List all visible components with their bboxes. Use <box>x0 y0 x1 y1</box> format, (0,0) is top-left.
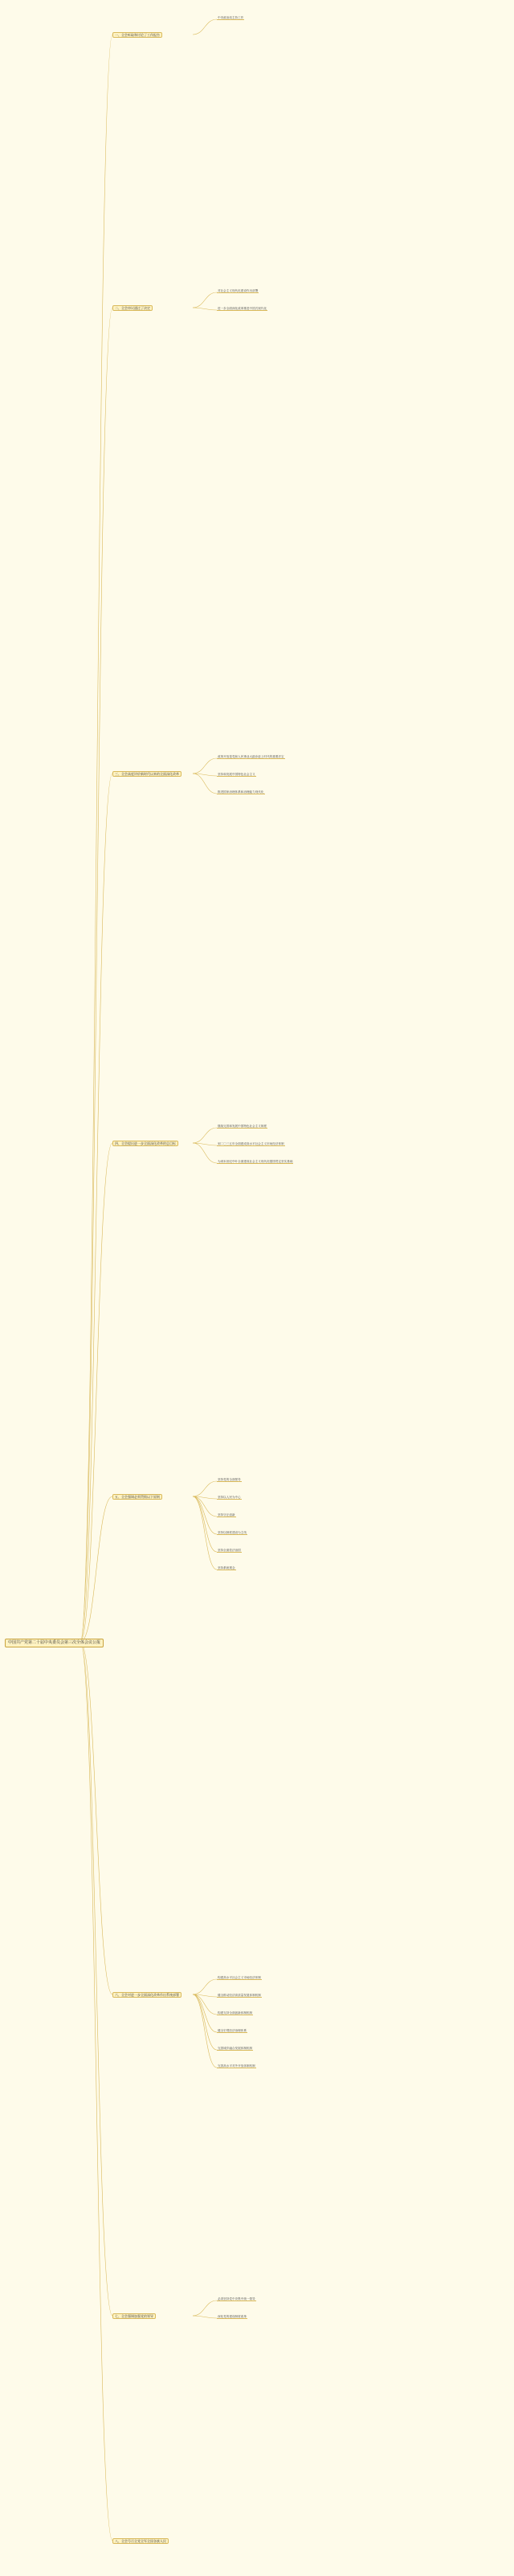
subtopic[interactable] <box>217 307 267 311</box>
branch-connector <box>80 1496 112 1642</box>
branch-connector <box>80 1642 112 1994</box>
subtopic-label: 构建支持全面创新体制机制 <box>218 2011 253 2015</box>
subtopic-label: 继续完善和发展中国特色社会主义制度 <box>218 1125 267 1128</box>
subtopic-connector <box>193 774 217 794</box>
subtopic-connector <box>193 19 217 35</box>
branch-topic[interactable] <box>112 305 153 311</box>
subtopic[interactable] <box>217 1994 262 1998</box>
connector-lines <box>80 19 217 2541</box>
root-topic[interactable] <box>5 1639 104 1647</box>
subtopic[interactable] <box>217 2064 256 2068</box>
subtopic[interactable] <box>217 2047 253 2051</box>
subtopic[interactable] <box>217 2315 247 2319</box>
subtopic-connector <box>193 2300 217 2316</box>
subtopic[interactable] <box>217 1513 236 1517</box>
subtopic-label: 坚持以制度建设为主线 <box>218 1531 247 1534</box>
subtopic-label: 坚持全面依法治国 <box>218 1549 241 1552</box>
subtopic-label: 健全推动经济高质量发展体制机制 <box>218 1994 261 1997</box>
subtopic-label: 完善城乡融合发展体制机制 <box>218 2047 253 2050</box>
subtopic[interactable] <box>217 16 244 20</box>
subtopic-label: 必须坚持党中央集中统一领导 <box>218 2297 255 2300</box>
branch-topic-label: 二、全会审议通过了决定 <box>115 306 150 310</box>
subtopic[interactable] <box>217 755 285 759</box>
subtopic-connector <box>193 1143 217 1163</box>
subtopic[interactable] <box>217 1496 242 1500</box>
branch-connector <box>80 308 112 1642</box>
subtopic[interactable] <box>217 1531 247 1535</box>
subtopic-label: 中央政治局主持工作 <box>218 16 244 19</box>
subtopic-label: 完善高水平对外开放体制机制 <box>218 2064 255 2068</box>
subtopic-connector <box>193 1496 217 1552</box>
subtopic-label: 到二〇三五年全面建成高水平社会主义市场经济体制 <box>218 1142 284 1145</box>
subtopic-connector <box>193 774 217 776</box>
branch-connector <box>80 1642 112 2541</box>
subtopic-connector <box>193 1481 217 1496</box>
subtopic[interactable] <box>217 2029 247 2033</box>
subtopic[interactable] <box>217 1142 285 1146</box>
branch-connector <box>80 1642 112 2316</box>
subtopic-connector <box>193 1143 217 1145</box>
subtopic-label: 坚持和发展中国特色社会主义 <box>218 773 255 776</box>
subtopic-label: 深化党的建设制度改革 <box>218 2315 247 2318</box>
branch-topic[interactable] <box>112 2538 169 2544</box>
subtopic[interactable] <box>217 1160 293 1164</box>
subtopic-connector <box>193 1496 217 1517</box>
subtopic-label: 为到本世纪中叶全面建成社会主义现代化强国奠定坚实基础 <box>218 1160 293 1163</box>
subtopic-connector <box>193 1994 217 2015</box>
subtopic-connector <box>193 1994 217 2050</box>
root-topic-label: 中国共产党第二十届中央委员会第三次全体会议公报 <box>8 1640 101 1645</box>
subtopic[interactable] <box>217 773 256 777</box>
subtopic-label: 坚持守正创新 <box>218 1513 235 1517</box>
subtopic[interactable] <box>217 289 259 293</box>
subtopic-connector <box>193 1128 217 1143</box>
subtopic-label: 坚持党的全面领导 <box>218 1478 241 1481</box>
subtopic-connector <box>193 292 217 308</box>
subtopic-connector <box>193 758 217 774</box>
branch-connector <box>80 35 112 1642</box>
subtopic[interactable] <box>217 1478 242 1482</box>
subtopic-connector <box>193 1994 217 2032</box>
subtopic[interactable] <box>217 2011 253 2015</box>
subtopic[interactable] <box>217 1549 242 1553</box>
branch-topic[interactable] <box>112 1992 182 1998</box>
subtopic-connector <box>193 308 217 310</box>
subtopic-label: 改革开放是党和人民事业大踏步赶上时代的重要法宝 <box>218 755 284 758</box>
branch-topic-label: 八、全会号召全党全军全国各族人民 <box>115 2539 166 2543</box>
subtopic-label: 坚持以人民为中心 <box>218 1496 241 1499</box>
subtopic-label: 构建高水平社会主义市场经济体制 <box>218 1976 261 1979</box>
subtopic-label: 坚持系统观念 <box>218 1566 235 1570</box>
subtopic-connector <box>193 1979 217 1994</box>
branch-topic-label: 六、全会对进一步全面深化改革作出系统部署 <box>115 1993 179 1997</box>
subtopic[interactable] <box>217 790 265 794</box>
branch-topic-label: 四、全会提出进一步全面深化改革的总目标 <box>115 1141 176 1145</box>
subtopic[interactable] <box>217 1976 262 1980</box>
subtopic-connector <box>193 1496 217 1534</box>
branch-topic-label: 一、全会听取和讨论了工作报告 <box>115 33 160 37</box>
subtopic-label: 进一步全面深化改革推进中国式现代化 <box>218 307 267 310</box>
subtopic-label: 健全宏观经济治理体系 <box>218 2029 247 2032</box>
branch-topic[interactable] <box>112 1494 162 1500</box>
branch-topic[interactable] <box>112 32 162 38</box>
subtopic[interactable] <box>217 2297 256 2301</box>
branch-topic[interactable] <box>112 2313 156 2319</box>
subtopic-connector <box>193 2316 217 2318</box>
subtopic-label: 推进国家治理体系和治理能力现代化 <box>218 790 264 794</box>
branch-connector <box>80 774 112 1642</box>
branch-topic[interactable] <box>112 771 182 777</box>
subtopic[interactable] <box>217 1125 267 1129</box>
branch-topic-label: 三、全会高度评价新时代以来的全面深化改革 <box>115 772 179 776</box>
branch-topic-label: 五、全会强调必须贯彻以下原则 <box>115 1495 160 1499</box>
branch-topic[interactable] <box>112 1141 178 1146</box>
branch-topic-label: 七、全会强调加强党的领导 <box>115 2314 153 2318</box>
subtopic-label: 对社会主义现代化建设作出部署 <box>218 289 259 292</box>
subtopic[interactable] <box>217 1566 236 1570</box>
